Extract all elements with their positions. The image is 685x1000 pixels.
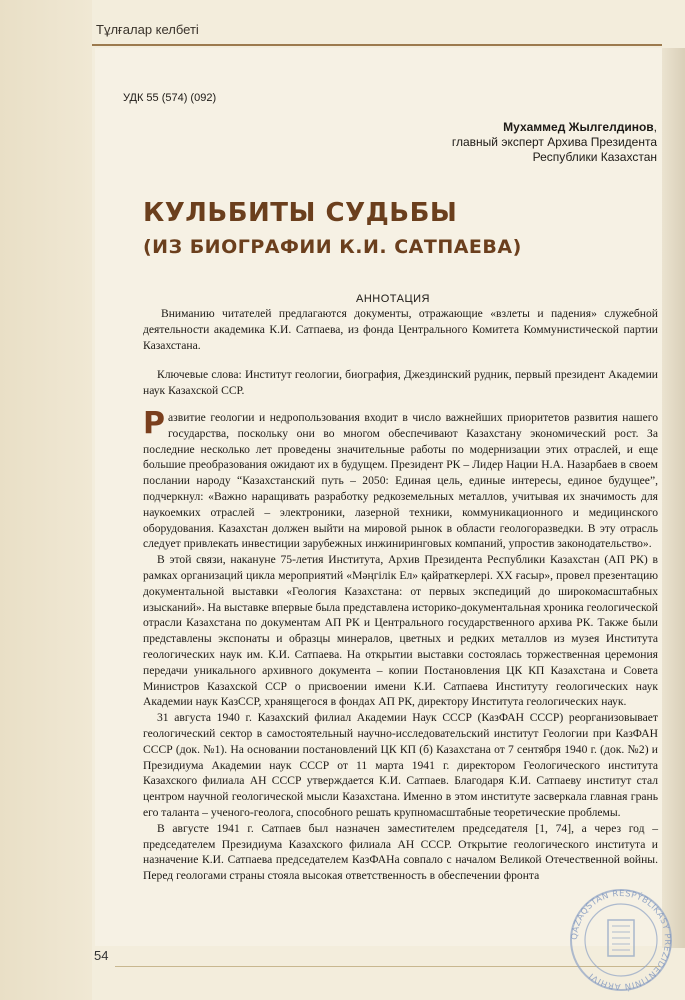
left-margin-band <box>0 0 92 1000</box>
page-number: 54 <box>94 948 109 963</box>
keywords: Ключевые слова: Институт геологии, биография, Джездинский рудник, первый президент Академии наук Казахской ССР. <box>143 368 658 397</box>
stamp-text: QAZAQSTAN RESPÝBLIKASY PREZIDENTINIŃ ARHIVI <box>569 888 673 992</box>
udk-code: УДК 55 (574) (092) <box>123 92 217 104</box>
body-paragraph-4: В августе 1941 г. Сатпаев был назначен заместителем председателя [1, 74], а через год – председателем Президиума Казахского филиала АН СССР. Открытие геологического института и назначение К.И. Сатпаева председателем КазФАНа совпало с началом Великой Отечественной войны. Перед геологами страны стояла высокая ответственность в обеспечении фронта <box>143 821 658 883</box>
body-paragraph-1: Развитие геологии и недропользования входит в число важнейших приоритетов развития нашего государства, поскольку они во многом обеспечивают Казахстану экономический рост. За последние несколько лет проведены значительные работы по модернизации этих отраслей, и еще большие преобразования ожидают их в будущем. Президент РК – Лидер Нации Н.А. Назарбаев в своем послании народу “Казахстанский путь – 2050: Единая цель, единые интересы, единое будущее”, подчеркнул: «Важно наращивать разработку редкоземельных металлов, учитывая их значимость для наукоемких отраслей – электроники, лазерной техники, коммуникационного и медицинского оборудования. Казахстан должен выйти на мировой рынок в области геологоразведки. В эту отрасль следует привлекать инвестиции зарубежных инжиниринговых компаний, упростив законодательство». <box>143 406 658 551</box>
author-position-line1: главный эксперт Архива Президента <box>451 135 657 149</box>
author-name: Мухаммед Жылгелдинов <box>503 120 654 134</box>
article-body <box>143 406 658 884</box>
annotation-text: Вниманию читателей предлагаются документы, отражающие «взлеты и падения» служебной деятельности академика К.И. Сатпаева, из фонда Центрального Комитета Коммунистической партии Казахстана. <box>143 307 658 352</box>
section-title: Тұлғалар келбеті <box>96 22 199 37</box>
title-line1: КУЛЬБИТЫ СУДЬБЫ <box>143 198 458 228</box>
header-rule <box>92 44 662 46</box>
title-line2: (ИЗ БИОГРАФИИ К.И. САТПАЕВА) <box>143 236 522 258</box>
author-position-line2: Республики Казахстан <box>532 150 657 164</box>
body-paragraph-3: 31 августа 1940 г. Казахский филиал Академии Наук СССР (КазФАН СССР) реорганизовывает геологический сектор в самостоятельный научно-исследовательский институт Геологии при КазФАН СССР (док. №1). На основании постановлений ЦК КП (б) Казахстана от 7 сентября 1940 г. (док. №2) и Президиума Академии наук СССР от 11 марта 1941 г. директором Геологического института Казахского филиала АН СССР утверждается К.И. Сатпаев. Благодаря К.И. Сатпаеву институт стал центром научной геологической мысли Казахстана. Именно в этом институте засверкала главная грань его таланта – ученого-геолога, способного решать крупномасштабные теоретические проблемы. <box>143 711 658 819</box>
archive-stamp-icon <box>560 886 682 994</box>
body-paragraph-2: В этой связи, накануне 75-летия Института, Архив Президента Республики Казахстан (АП РК) в рамках организаций цикла мероприятий «Мәңгілік Ел» қайраткерлері. ХХ ғасыр», провел презентацию документальной выставки «Геология Казахстана: от первых экспедиций до широкомасштабных изысканий». На выставке впервые была представлена историко-документальная хроника геологической отрасли Казахстана по документам АП РК и Центрального государственного архива РК. Также были представлены экспонаты и образцы минералов, цветных и редких металлов из музея Института геологических наук им. К.И. Сатпаева. На открытии выставки состоялась торжественная церемония передачи уникального архивного документа – копии Постановления ЦК КП Казахстана и Совета Министров Казахской ССР о присвоении имени К.И. Сатпаева Институту геологических наук Академии наук КазССР, хранящегося в фондах АП РК, директору Института геологических наук. <box>143 553 658 709</box>
article-title <box>143 196 522 264</box>
drop-cap: Р <box>143 406 165 441</box>
page-edge <box>662 48 685 948</box>
author-block: Мухаммед Жылгелдинов, главный эксперт Архива Президента Республики Казахстан <box>451 120 657 164</box>
annotation-heading: АННОТАЦИЯ <box>356 293 430 305</box>
